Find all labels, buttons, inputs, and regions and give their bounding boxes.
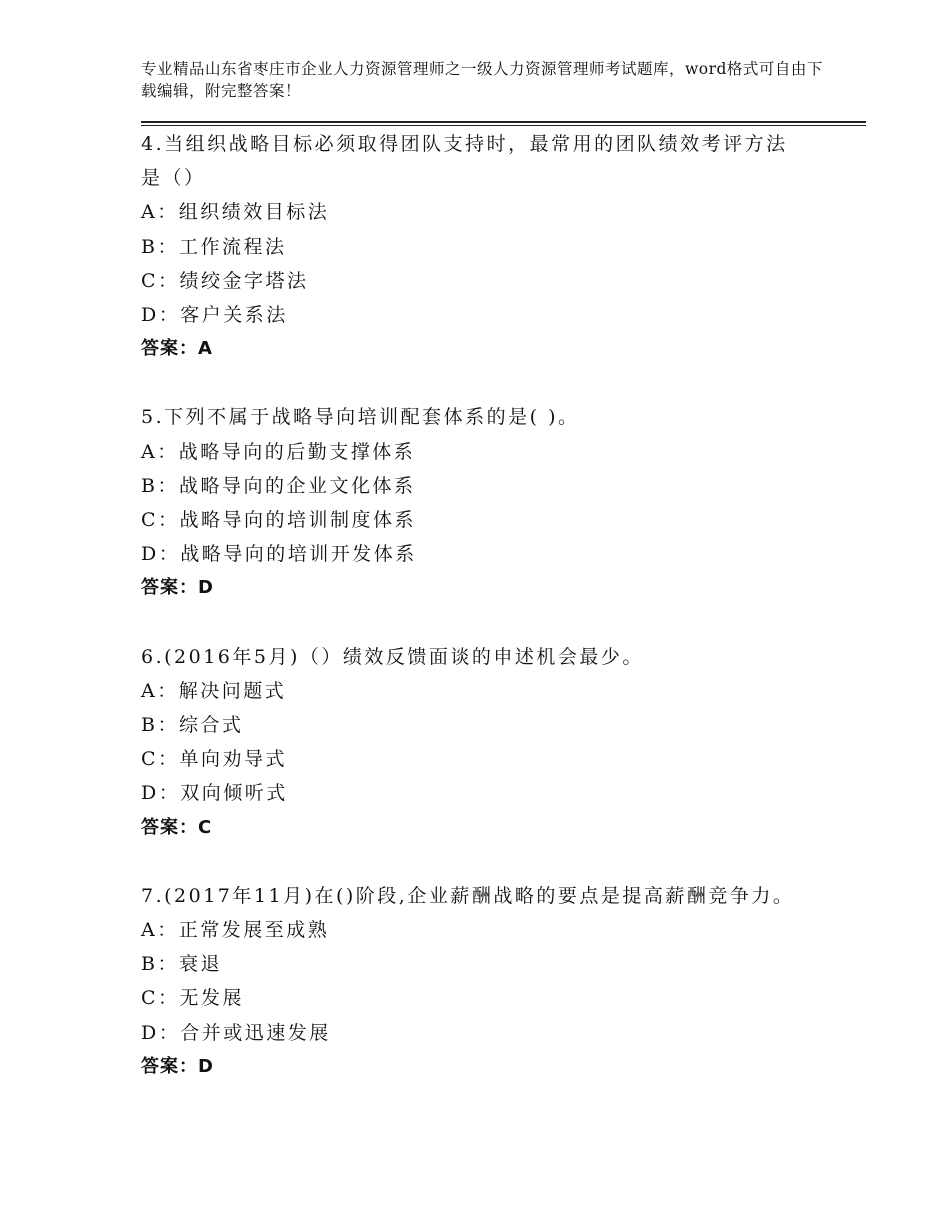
option-a: A：解决问题式 [141,679,287,702]
option-a: A：组织绩效目标法 [141,201,330,224]
option-c: C：战略导向的培训制度体系 [141,509,417,532]
option-a: A：战略导向的后勤支撑体系 [141,440,416,463]
question-block [141,400,831,605]
option-d: D：合并或迅速发展 [141,1021,331,1044]
header-divider-thin [141,125,866,126]
question-stem: 6.(2016年5月)（）绩效反馈面谈的申述机会最少。 [141,645,644,668]
option-c: C：绩绞金字塔法 [141,269,309,292]
answer-line: 答案：C [141,816,213,838]
document-header: 专业精品山东省枣庄市企业人力资源管理师之一级人力资源管理师考试题库，word格式可自由下载编辑，附完整答案！ [141,60,823,100]
option-c: C：无发展 [141,987,245,1010]
question-stem: 5.下列不属于战略导向培训配套体系的是( )。 [141,406,580,429]
option-b: B：综合式 [141,714,244,737]
option-d: D：客户关系法 [141,304,288,327]
question-stem: 4.当组织战略目标必须取得团队支持时，最常用的团队绩效考评方法 [141,133,788,155]
option-d: D：战略导向的培训开发体系 [141,543,417,566]
answer-line: 答案：A [141,338,213,360]
option-a: A：正常发展至成熟 [141,919,330,942]
question-stem-continued: 是（） [141,167,206,190]
header-divider-thick [141,121,866,123]
option-b: B：战略导向的企业文化体系 [141,474,416,497]
option-b: B：衰退 [141,953,222,976]
question-stem: 7.(2017年11月)在()阶段,企业薪酬战略的要点是提高薪酬竞争力。 [141,884,795,907]
option-c: C：单向劝导式 [141,748,288,771]
question-list [141,127,831,1118]
answer-line: 答案：D [141,577,214,599]
question-block [141,879,831,1084]
question-block [141,640,831,845]
option-d: D：双向倾听式 [141,782,288,805]
answer-line: 答案：D [141,1055,214,1077]
option-b: B：工作流程法 [141,235,287,258]
question-block [141,127,831,366]
